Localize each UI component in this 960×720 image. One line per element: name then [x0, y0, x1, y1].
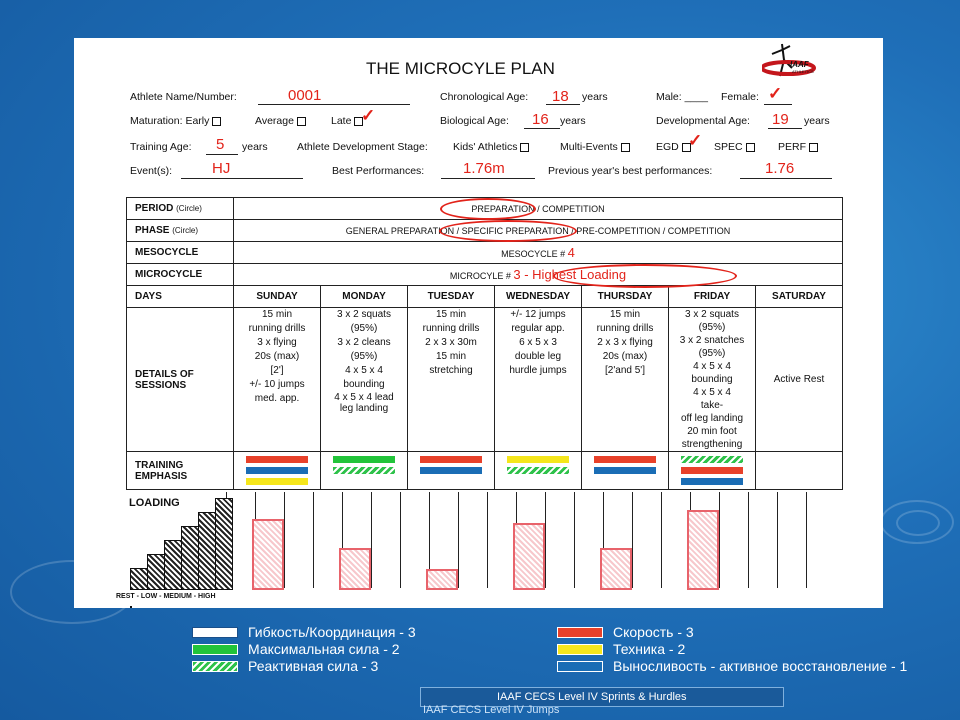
loading-bar-sunday: [252, 519, 284, 590]
emphasis-wednesday: [495, 452, 582, 490]
emphasis-bar: [507, 467, 569, 474]
session-line: 4 x 5 x 4: [693, 387, 731, 398]
years-label: years: [560, 115, 586, 127]
session-line: running drills: [596, 323, 654, 334]
emphasis-bar: [507, 456, 569, 463]
loading-scale-step: [147, 554, 165, 590]
day-monday: MONDAY: [321, 286, 408, 308]
female-label: Female:: [721, 91, 759, 103]
bio-age-value: 16: [532, 111, 549, 128]
legend-label: Максимальная сила - 2: [248, 641, 400, 657]
session-thursday: [582, 308, 669, 452]
session-line: double leg: [514, 351, 562, 362]
training-age-label: Training Age:: [130, 141, 192, 153]
session-line: 4 x 5 x 4: [345, 365, 383, 376]
session-line: bounding: [691, 374, 733, 385]
loading-bar-friday: [687, 510, 719, 590]
microcycle-plan-sheet: [74, 38, 883, 608]
session-line: running drills: [248, 323, 306, 334]
session-line: med. app.: [254, 393, 300, 404]
logo-text: IAAF: [790, 60, 809, 69]
loading-scale: REST - LOW - MEDIUM - HIGH: [116, 593, 216, 600]
legend-label: Гибкость/Координация - 3: [248, 624, 416, 640]
legend-label: Выносливость - активное восстановление - 1: [613, 658, 908, 674]
bio-age-label: Biological Age:: [440, 115, 509, 127]
session-line: 20s (max): [602, 351, 648, 362]
day-wednesday: WEDNESDAY: [495, 286, 582, 308]
perf-option[interactable]: PERF: [778, 141, 818, 153]
microcycle-value: MICROCYLE # 3 - Highest Loading: [234, 264, 843, 286]
emphasis-bar: [333, 467, 395, 474]
loading-scale-step: [215, 498, 233, 590]
emphasis-bar: [420, 456, 482, 463]
loading-bar-thursday: [600, 548, 632, 590]
emphasis-bar: [681, 478, 743, 485]
session-line: running drills: [422, 323, 480, 334]
maturation-label: Maturation: Early: [130, 115, 221, 127]
session-tuesday: [408, 308, 495, 452]
session-line: +/- 10 jumps: [249, 379, 305, 390]
female-checkmark: ✓: [768, 84, 783, 103]
session-line: 3 x 2 snatches: [679, 335, 745, 346]
legend-swatch: [557, 661, 603, 672]
kids-option[interactable]: Kids' Athletics: [453, 141, 529, 153]
emphasis-bar: [681, 456, 743, 463]
session-line: 15 min: [261, 309, 292, 320]
session-line: 4 x 5 x 4: [693, 361, 731, 372]
emphasis-sunday: [234, 452, 321, 490]
previous-best-value: 1.76: [765, 160, 795, 177]
session-line: [2'and 5']: [605, 365, 645, 376]
emphasis-monday: [321, 452, 408, 490]
footer-banner-text: IAAF CECS Level IV Sprints & Hurdles: [497, 691, 687, 703]
best-performances-value: 1.76m: [463, 160, 505, 177]
legend-label: Реактивная сила - 3: [248, 658, 379, 674]
loading-bar-wednesday: [513, 523, 545, 590]
session-line: take-: [700, 400, 724, 411]
microcycle-label: MICROCYCLE: [127, 264, 234, 286]
day-friday: FRIDAY: [669, 286, 756, 308]
late-option[interactable]: Late: [331, 115, 363, 127]
training-age-value: 5: [216, 136, 225, 153]
session-line: 3 x 2 squats: [685, 309, 739, 320]
legend-swatch: [192, 644, 238, 655]
previous-best-label: Previous year's best performances:: [548, 165, 713, 177]
egd-checkmark: ✓: [688, 131, 703, 150]
late-checkmark: ✓: [361, 106, 376, 125]
period-label-cell: PERIOD (Circle): [127, 198, 234, 220]
loading-scale-step: [198, 512, 216, 590]
session-line: (95%): [350, 323, 378, 334]
emphasis-bar: [420, 467, 482, 474]
loading-bar-monday: [339, 548, 371, 590]
years-label: years: [804, 115, 830, 127]
session-line: regular app.: [511, 323, 565, 334]
day-thursday: THURSDAY: [582, 286, 669, 308]
session-line: 3 x 2 cleans: [337, 337, 391, 348]
spec-option[interactable]: SPEC: [714, 141, 755, 153]
best-performances-label: Best Performances:: [332, 165, 425, 177]
day-saturday: SATURDAY: [756, 286, 843, 308]
legend-swatch: [557, 627, 603, 638]
session-line: 15 min: [435, 351, 466, 362]
session-line: bounding: [343, 379, 385, 390]
session-line: 20 min foot: [687, 426, 737, 437]
athlete-name-value: 0001: [288, 87, 322, 104]
loading-scale-step: [164, 540, 182, 590]
day-tuesday: TUESDAY: [408, 286, 495, 308]
session-line: [2']: [270, 365, 284, 376]
emphasis-bar: [246, 478, 308, 485]
session-line: 3 x flying: [257, 337, 297, 348]
session-line: strengthening: [681, 439, 743, 450]
session-line: 4 x 5 x 4 lead: [334, 392, 394, 403]
emphasis-saturday: [756, 452, 843, 490]
emphasis-bar: [246, 456, 308, 463]
emphasis-thursday: [582, 452, 669, 490]
session-line: 3 x 2 squats: [337, 309, 391, 320]
chrono-age-label: Chronological Age:: [440, 91, 529, 103]
day-sunday: SUNDAY: [234, 286, 321, 308]
session-line: 15 min: [609, 309, 640, 320]
days-label: DAYS: [127, 286, 234, 308]
average-option[interactable]: Average: [255, 115, 306, 127]
phase-value: GENERAL PREPARATION / SPECIFIC PREPARATION / PRE-COMPETITION / COMPETITION: [234, 220, 843, 242]
events-value: HJ: [212, 160, 231, 177]
ads-label: Athlete Development Stage:: [297, 141, 428, 153]
details-label: DETAILS OF SESSIONS: [127, 308, 234, 452]
years-label: years: [582, 91, 608, 103]
session-line: (95%): [698, 322, 726, 333]
legend-swatch: [557, 644, 603, 655]
microcycle-circle: [553, 264, 737, 288]
emphasis-tuesday: [408, 452, 495, 490]
mesocycle-value: MESOCYCLE # 4: [234, 242, 843, 264]
chrono-age-value: 18: [552, 88, 569, 105]
session-wednesday: [495, 308, 582, 452]
ripple-decoration: [896, 510, 940, 536]
legend-label: Техника - 2: [613, 641, 686, 657]
iaaf-logo: [762, 40, 842, 80]
session-sunday: [234, 308, 321, 452]
emphasis-friday: [669, 452, 756, 490]
session-line: 6 x 5 x 3: [519, 337, 557, 348]
emphasis-bar: [594, 467, 656, 474]
male-label: Male: ____: [656, 91, 708, 103]
egd-option[interactable]: EGD: [656, 141, 691, 153]
legend-swatch: [192, 627, 238, 638]
multi-events-option[interactable]: Multi-Events: [560, 141, 630, 153]
period-value: PREPARATION / COMPETITION: [234, 198, 843, 220]
emphasis-bar: [681, 467, 743, 474]
page-title: THE MICROCYLE PLAN: [366, 59, 555, 78]
dev-age-value: 19: [772, 111, 789, 128]
loading-label: LOADING: [129, 497, 180, 509]
preparation-circle: [440, 198, 536, 220]
emphasis-bar: [594, 456, 656, 463]
session-saturday: [756, 308, 843, 452]
footer-ghost-text: IAAF CECS Level IV Jumps: [423, 704, 560, 716]
phase-label-cell: PHASE (Circle): [127, 220, 234, 242]
loading-scale-step: [130, 568, 148, 590]
session-monday: [321, 308, 408, 452]
legend-swatch: [192, 661, 238, 672]
session-line: Active Rest: [773, 373, 825, 385]
session-line: 2 x 3 x 30m: [425, 337, 477, 348]
session-line: (95%): [698, 348, 726, 359]
loading-scale-step: [181, 526, 199, 590]
session-friday: [669, 308, 756, 452]
logo-subtext: ATHLETICS: [792, 69, 814, 74]
emphasis-bar: [246, 467, 308, 474]
dev-age-label: Developmental Age:: [656, 115, 750, 127]
athlete-name-label: Athlete Name/Number:: [130, 91, 237, 103]
session-line: hurdle jumps: [509, 365, 567, 376]
session-line: leg landing: [339, 403, 389, 414]
events-label: Event(s):: [130, 165, 173, 177]
session-line: +/- 12 jumps: [510, 309, 566, 320]
session-line: stretching: [429, 365, 473, 376]
specific-preparation-circle: [439, 220, 577, 242]
session-line: 2 x 3 x flying: [597, 337, 653, 348]
session-line: 15 min: [435, 309, 466, 320]
session-line: 20s (max): [254, 351, 300, 362]
loading-bar-tuesday: [426, 569, 458, 590]
emphasis-bar: [333, 456, 395, 463]
mesocycle-label: MESOCYCLE: [127, 242, 234, 264]
emphasis-label: TRAINING EMPHASIS: [127, 452, 234, 490]
legend-label: Скорость - 3: [613, 624, 694, 640]
years-label: years: [242, 141, 268, 153]
session-line: (95%): [350, 351, 378, 362]
session-line: off leg landing: [680, 413, 744, 424]
